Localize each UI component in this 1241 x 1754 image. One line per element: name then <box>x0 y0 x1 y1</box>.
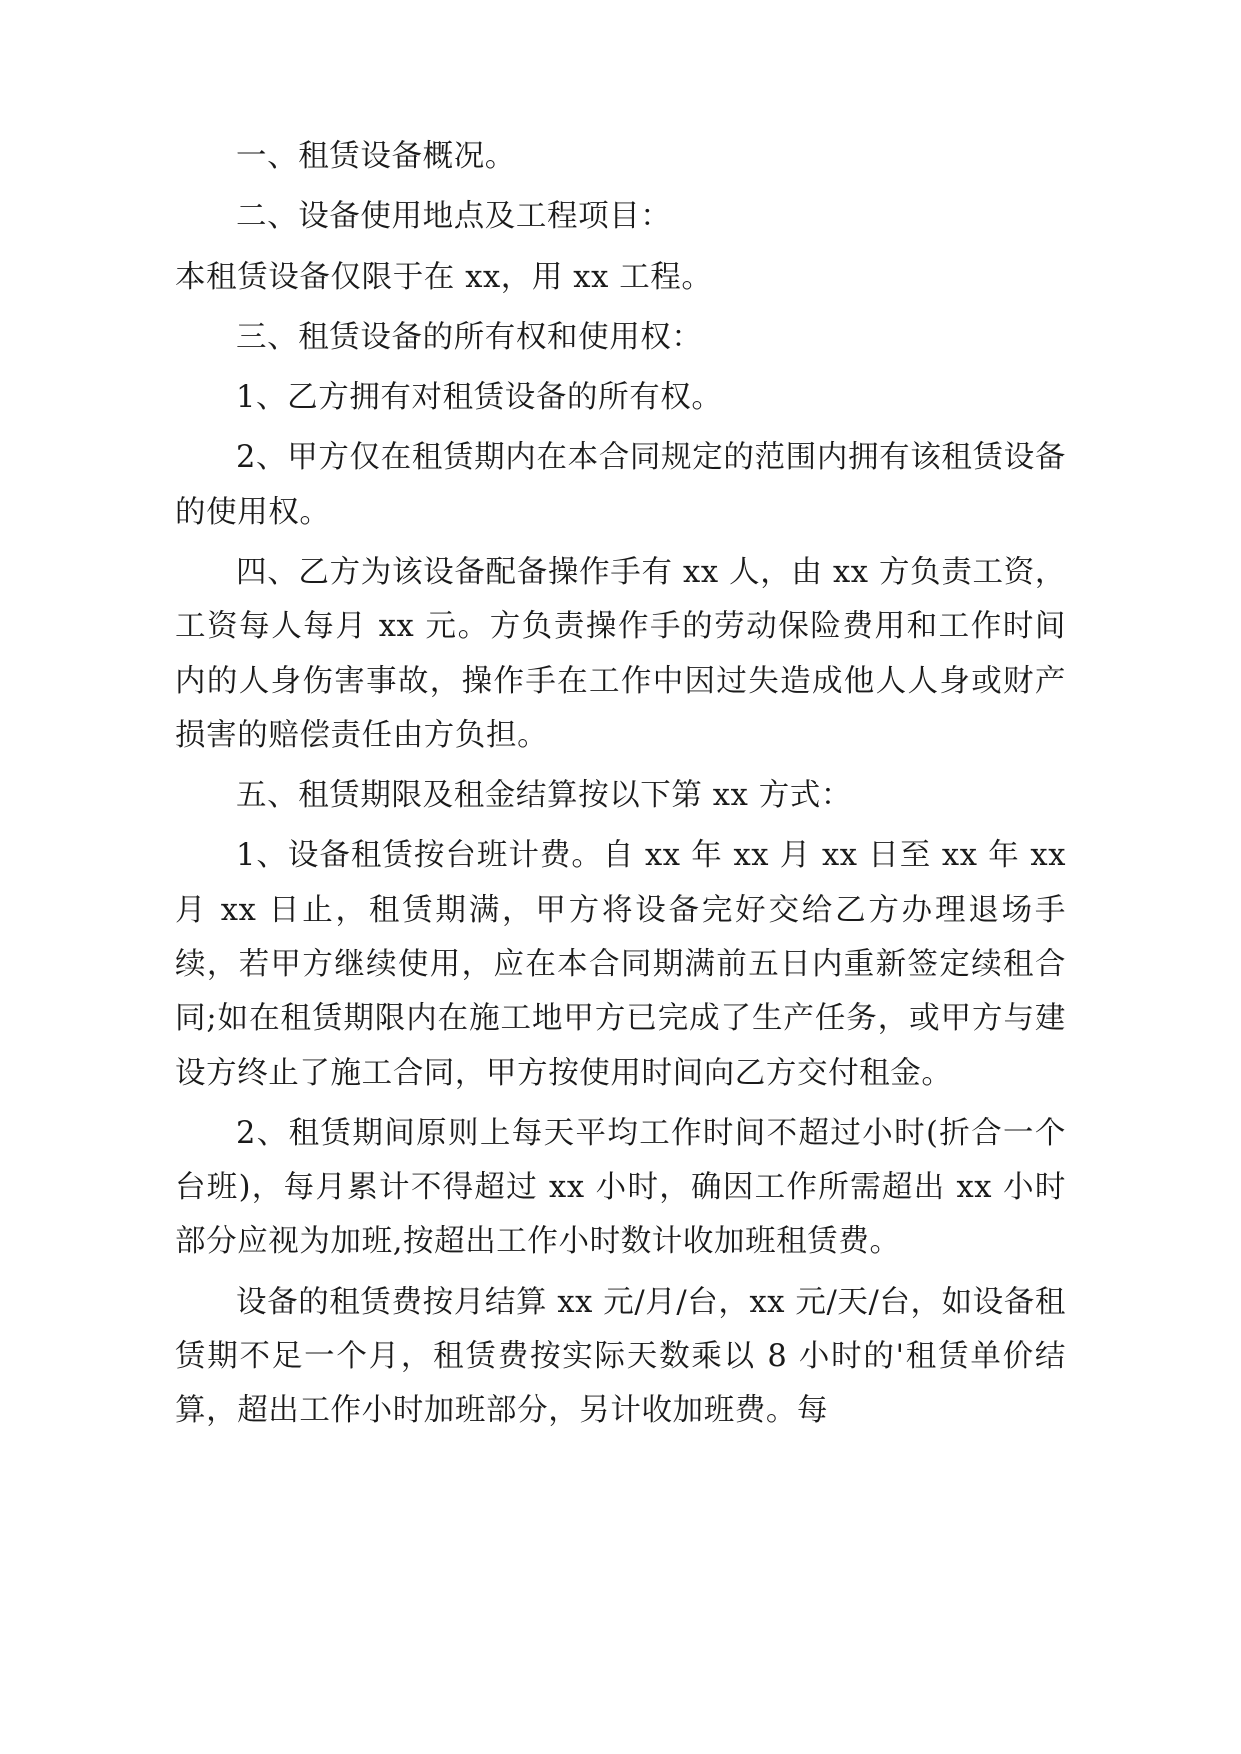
paragraph-section-4-body: 四、乙方为该设备配备操作手有 xx 人，由 xx 方负责工资，工资每人每月 xx 元。方负责操作手的劳动保险费用和工作时间内的人身伤害事故，操作手在工作中因过失造成他人人身或财产损害的赔偿责任由方负担。 <box>175 554 1066 753</box>
document-body <box>175 130 1066 1438</box>
paragraph-section-5-heading: 五、租赁期限及租金结算按以下第 xx 方式： <box>236 778 852 814</box>
paragraph-section-5-item-3: 设备的租赁费按月结算 xx 元/月/台，xx 元/天/台，如设备租赁期不足一个月，租赁费按实际天数乘以 8 小时的'租赁单价结算，超出工作小时加班部分，另计收加班费。每 <box>175 1284 1066 1429</box>
paragraph-section-1-heading: 一、租赁设备概况。 <box>236 139 516 174</box>
paragraph-section-5-item-2: 2、租赁期间原则上每天平均工作时间不超过小时(折合一个台班)，每月累计不得超过 xx 小时，确因工作所需超出 xx 小时部分应视为加班,按超出工作小时数计收加班租赁费。 <box>175 1115 1066 1260</box>
paragraph-section-5-item-1: 1、设备租赁按台班计费。自 xx 年 xx 月 xx 日至 xx 年 xx 月 xx 日止，租赁期满，甲方将设备完好交给乙方办理退场手续，若甲方继续使用，应在本合同期满前五日内重新签定续租合同;如在租赁期限内在施工地甲方已完成了生产任务，或甲方与建设方终止了施工合同，甲方按使用时间向乙方交付租金。 <box>175 838 1066 1091</box>
paragraph-section-3-heading: 三、租赁设备的所有权和使用权： <box>236 319 703 355</box>
paragraph-section-3-item-1: 1、乙方拥有对租赁设备的所有权。 <box>236 380 723 416</box>
paragraph-section-2-heading: 二、设备使用地点及工程项目： <box>236 199 672 235</box>
paragraph-section-2-body: 本租赁设备仅限于在 xx，用 xx 工程。 <box>175 259 713 295</box>
paragraph-section-3-item-2: 2、甲方仅在租赁期内在本合同规定的范围内拥有该租赁设备的使用权。 <box>175 440 1066 530</box>
